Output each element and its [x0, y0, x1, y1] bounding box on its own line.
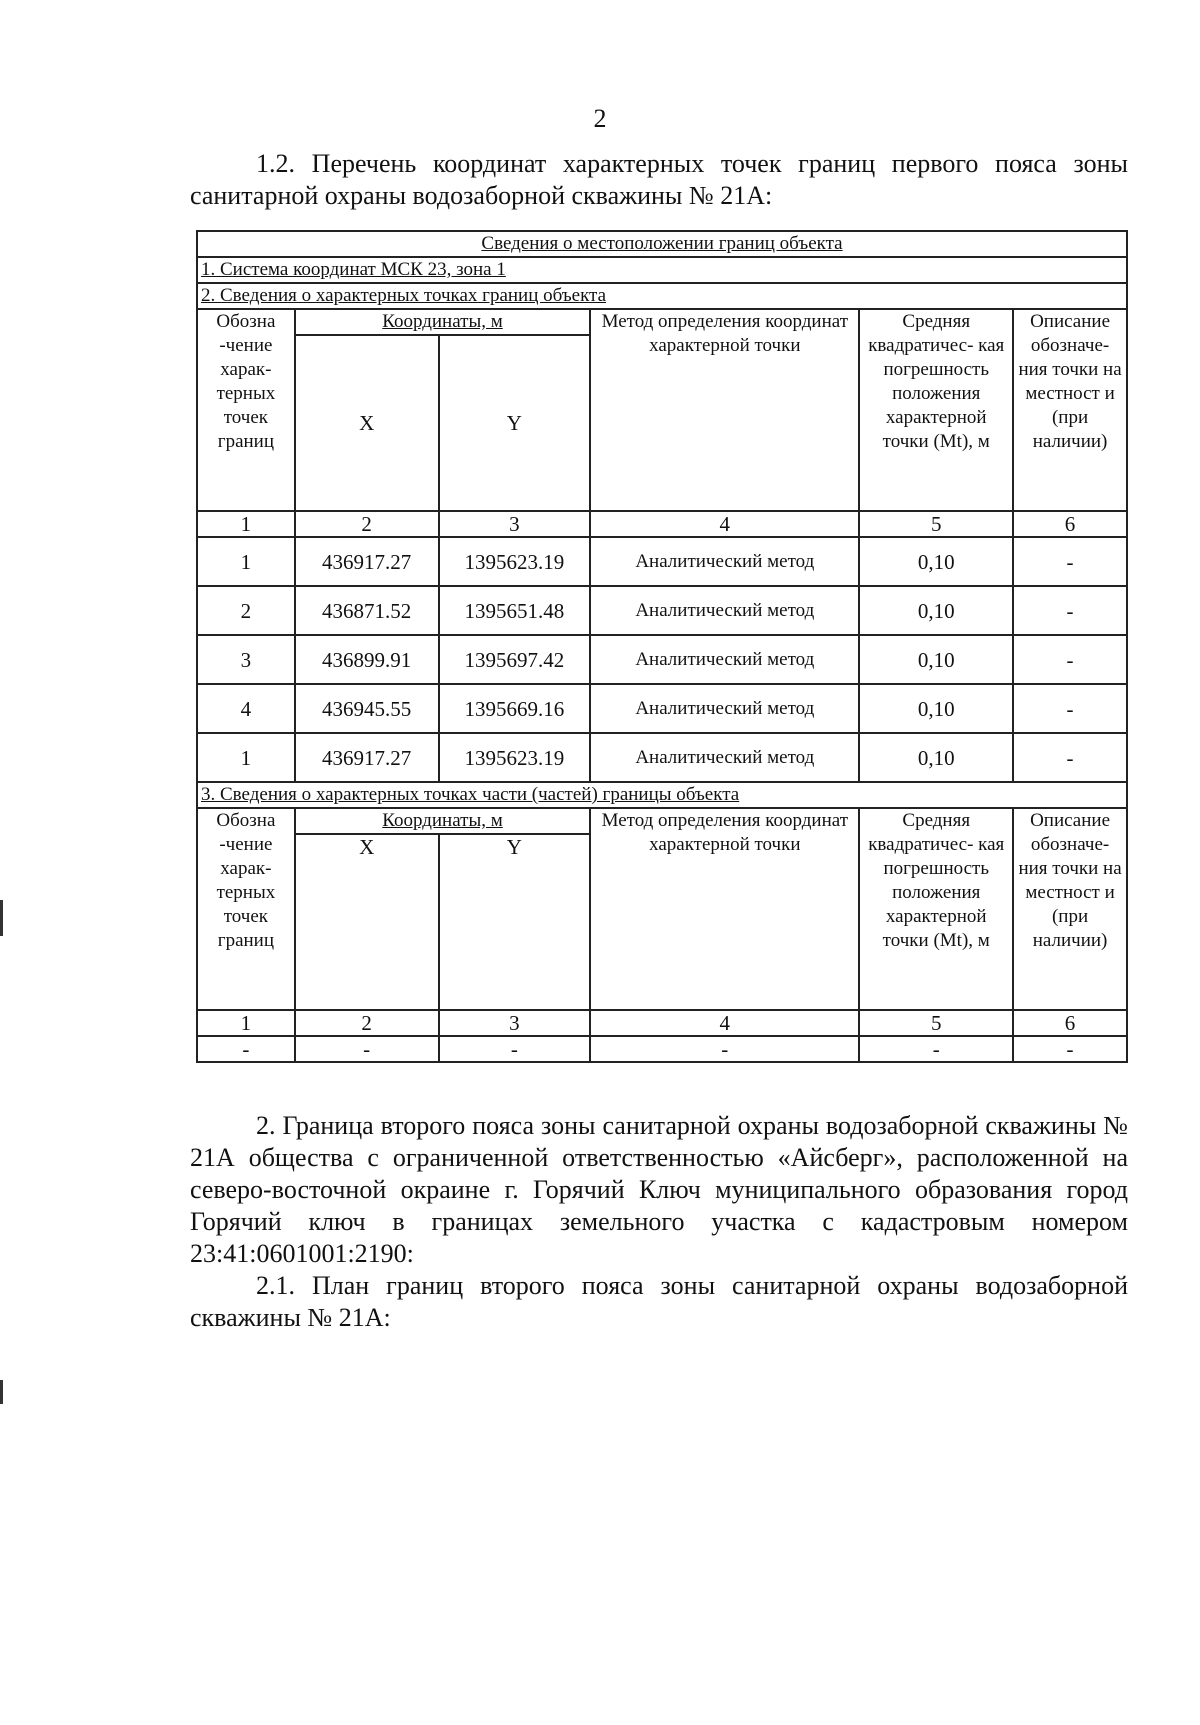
header-description: Описание обозначе- ния точки на местност и (при наличии)	[1013, 808, 1127, 1010]
cell-y: 1395623.19	[439, 733, 591, 782]
cell-point: 1	[197, 733, 295, 782]
cell-x: 436871.52	[295, 586, 439, 635]
col-number: 5	[859, 1010, 1013, 1036]
cell-empty: -	[590, 1036, 859, 1062]
cell-point: 2	[197, 586, 295, 635]
boundary-coordinates-table	[196, 230, 1128, 1063]
header-x: X	[295, 834, 439, 1010]
col-number: 5	[859, 511, 1013, 537]
cell-x: 436917.27	[295, 537, 439, 586]
cell-x: 436917.27	[295, 733, 439, 782]
table-row	[197, 537, 1127, 586]
col-number: 6	[1013, 511, 1127, 537]
cell-error: 0,10	[859, 635, 1013, 684]
cell-empty: -	[1013, 1036, 1127, 1062]
page-number: 2	[593, 104, 607, 133]
header-y: Y	[439, 834, 591, 1010]
section-1-2-paragraph	[190, 148, 1128, 212]
header-error: Средняя квадратичес- кая погрешность положения характерной точки (Mt), м	[859, 808, 1013, 1010]
cell-method: Аналитический метод	[590, 537, 859, 586]
table-row	[197, 635, 1127, 684]
header-y: Y	[439, 335, 591, 511]
cell-method: Аналитический метод	[590, 586, 859, 635]
col-number: 1	[197, 511, 295, 537]
cell-y: 1395697.42	[439, 635, 591, 684]
section-2-text: 2. Граница второго пояса зоны санитарной охраны водозаборной скважины № 21А общества с ограниченной ответственностью «Айсберг», расположенной на северо-восточной окраине г. Горячий Ключ муниципального образования город Горячий ключ в границах земельного участка с кадастровым номером 23:41:0601001:2190:	[190, 1111, 1128, 1268]
header-method: Метод определения координат характерной точки	[590, 808, 859, 1010]
cell-y: 1395623.19	[439, 537, 591, 586]
cell-method: Аналитический метод	[590, 733, 859, 782]
col-number: 6	[1013, 1010, 1127, 1036]
header-designation: Обозна -чение харак- терных точек границ	[197, 808, 295, 1010]
section-2-1-text: 2.1. План границ второго пояса зоны санитарной охраны водозаборной скважины № 21А:	[190, 1271, 1128, 1332]
cell-x: 436945.55	[295, 684, 439, 733]
cell-error: 0,10	[859, 586, 1013, 635]
cell-error: 0,10	[859, 684, 1013, 733]
table-row	[197, 1036, 1127, 1062]
col-number: 4	[590, 511, 859, 537]
header-error: Средняя квадратичес- кая погрешность положения характерной точки (Mt), м	[859, 309, 1013, 511]
header-method: Метод определения координат характерной точки	[590, 309, 859, 511]
table-row	[197, 684, 1127, 733]
col-number: 2	[295, 511, 439, 537]
col-number: 2	[295, 1010, 439, 1036]
header-designation: Обозна -чение харак- терных точек границ	[197, 309, 295, 511]
table-row	[197, 733, 1127, 782]
cell-method: Аналитический метод	[590, 684, 859, 733]
section-2-row: 2. Сведения о характерных точках границ объекта	[197, 283, 1127, 309]
cell-error: 0,10	[859, 733, 1013, 782]
header-x: X	[295, 335, 439, 511]
cell-description: -	[1013, 733, 1127, 782]
coordinate-system-row: 1. Система координат МСК 23, зона 1	[197, 257, 1127, 283]
cell-empty: -	[295, 1036, 439, 1062]
cell-empty: -	[439, 1036, 591, 1062]
cell-description: -	[1013, 586, 1127, 635]
section-3-row: 3. Сведения о характерных точках части (частей) границы объекта	[197, 782, 1127, 808]
cell-method: Аналитический метод	[590, 635, 859, 684]
cell-x: 436899.91	[295, 635, 439, 684]
cell-description: -	[1013, 537, 1127, 586]
header-coords: Координаты, м	[295, 309, 590, 335]
scan-edge-mark	[0, 1380, 3, 1404]
cell-point: 4	[197, 684, 295, 733]
section-2-paragraph	[190, 1110, 1128, 1270]
section-1-2-text: 1.2. Перечень координат характерных точек границ первого пояса зоны санитарной охраны водозаборной скважины № 21А:	[190, 149, 1128, 210]
header-coords: Координаты, м	[295, 808, 590, 834]
col-number: 3	[439, 1010, 591, 1036]
cell-description: -	[1013, 635, 1127, 684]
cell-point: 1	[197, 537, 295, 586]
cell-error: 0,10	[859, 537, 1013, 586]
cell-y: 1395651.48	[439, 586, 591, 635]
cell-description: -	[1013, 684, 1127, 733]
scan-edge-mark	[0, 900, 3, 936]
cell-y: 1395669.16	[439, 684, 591, 733]
col-number: 3	[439, 511, 591, 537]
section-2-1-paragraph	[190, 1270, 1128, 1334]
col-number: 4	[590, 1010, 859, 1036]
table-row	[197, 586, 1127, 635]
cell-empty: -	[197, 1036, 295, 1062]
col-number: 1	[197, 1010, 295, 1036]
cell-empty: -	[859, 1036, 1013, 1062]
table-title: Сведения о местоположении границ объекта	[197, 231, 1127, 257]
header-description: Описание обозначе- ния точки на местност и (при наличии)	[1013, 309, 1127, 511]
cell-point: 3	[197, 635, 295, 684]
